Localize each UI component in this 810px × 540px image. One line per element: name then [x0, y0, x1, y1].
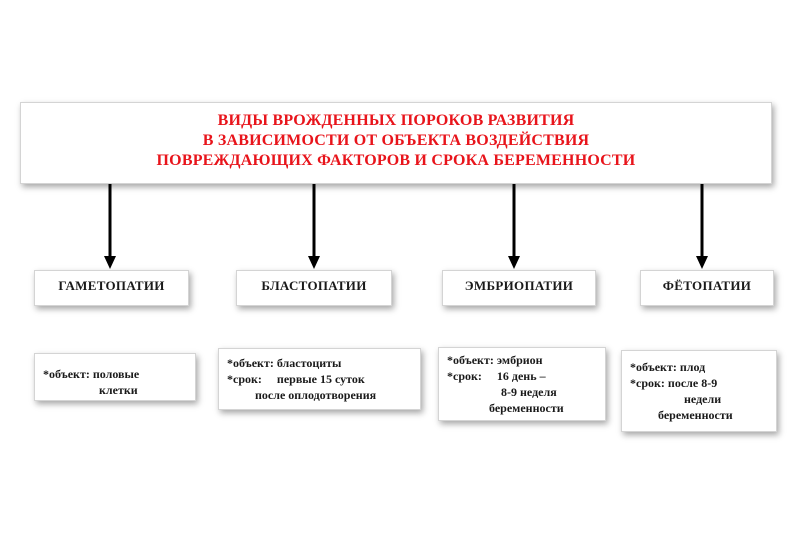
- arrow-blastopathy: [308, 184, 320, 269]
- description-line: *объект: плод: [630, 360, 706, 374]
- title-line-3: ПОВРЕЖДАЮЩИХ ФАКТОРОВ И СРОКА БЕРЕМЕННОСТИ: [156, 152, 636, 169]
- arrow-gametopathy: [104, 184, 116, 269]
- description-embryopathy: [438, 347, 606, 421]
- title-line-1: ВИДЫ ВРОЖДЕННЫХ ПОРОКОВ РАЗВИТИЯ: [217, 112, 575, 129]
- description-line: *срок: 16 день –: [447, 369, 546, 383]
- description-line: *объект: эмбрион: [447, 353, 543, 367]
- title-line-2: В ЗАВИСИМОСТИ ОТ ОБЪЕКТА ВОЗДЕЙСТВИЯ: [202, 132, 590, 149]
- description-gametopathy: [34, 353, 196, 401]
- category-blastopathy: [236, 270, 392, 306]
- category-label: ФЁТОПАТИИ: [662, 278, 752, 293]
- description-blastopathy: [218, 348, 421, 410]
- arrow-embryopathy: [508, 184, 520, 269]
- description-line: клетки: [99, 383, 138, 397]
- description-line: после оплодотворения: [255, 388, 377, 402]
- category-label: БЛАСТОПАТИИ: [261, 278, 367, 293]
- description-line: *срок: первые 15 суток: [227, 372, 365, 386]
- description-line: 8-9 неделя: [501, 385, 557, 399]
- description-line: беременности: [658, 408, 733, 422]
- description-line: *объект: половые: [43, 367, 140, 381]
- category-embryopathy: [442, 270, 596, 306]
- description-line: беременности: [489, 401, 564, 415]
- category-label: ГАМЕТОПАТИИ: [58, 278, 165, 293]
- description-fetopathy: [621, 350, 777, 432]
- description-line: *срок: после 8-9: [630, 376, 718, 390]
- description-line: *объект: бластоциты: [227, 356, 342, 370]
- category-gametopathy: [34, 270, 189, 306]
- arrow-fetopathy: [696, 184, 708, 269]
- category-fetopathy: [640, 270, 774, 306]
- description-line: недели: [684, 392, 722, 406]
- category-label: ЭМБРИОПАТИИ: [464, 278, 574, 293]
